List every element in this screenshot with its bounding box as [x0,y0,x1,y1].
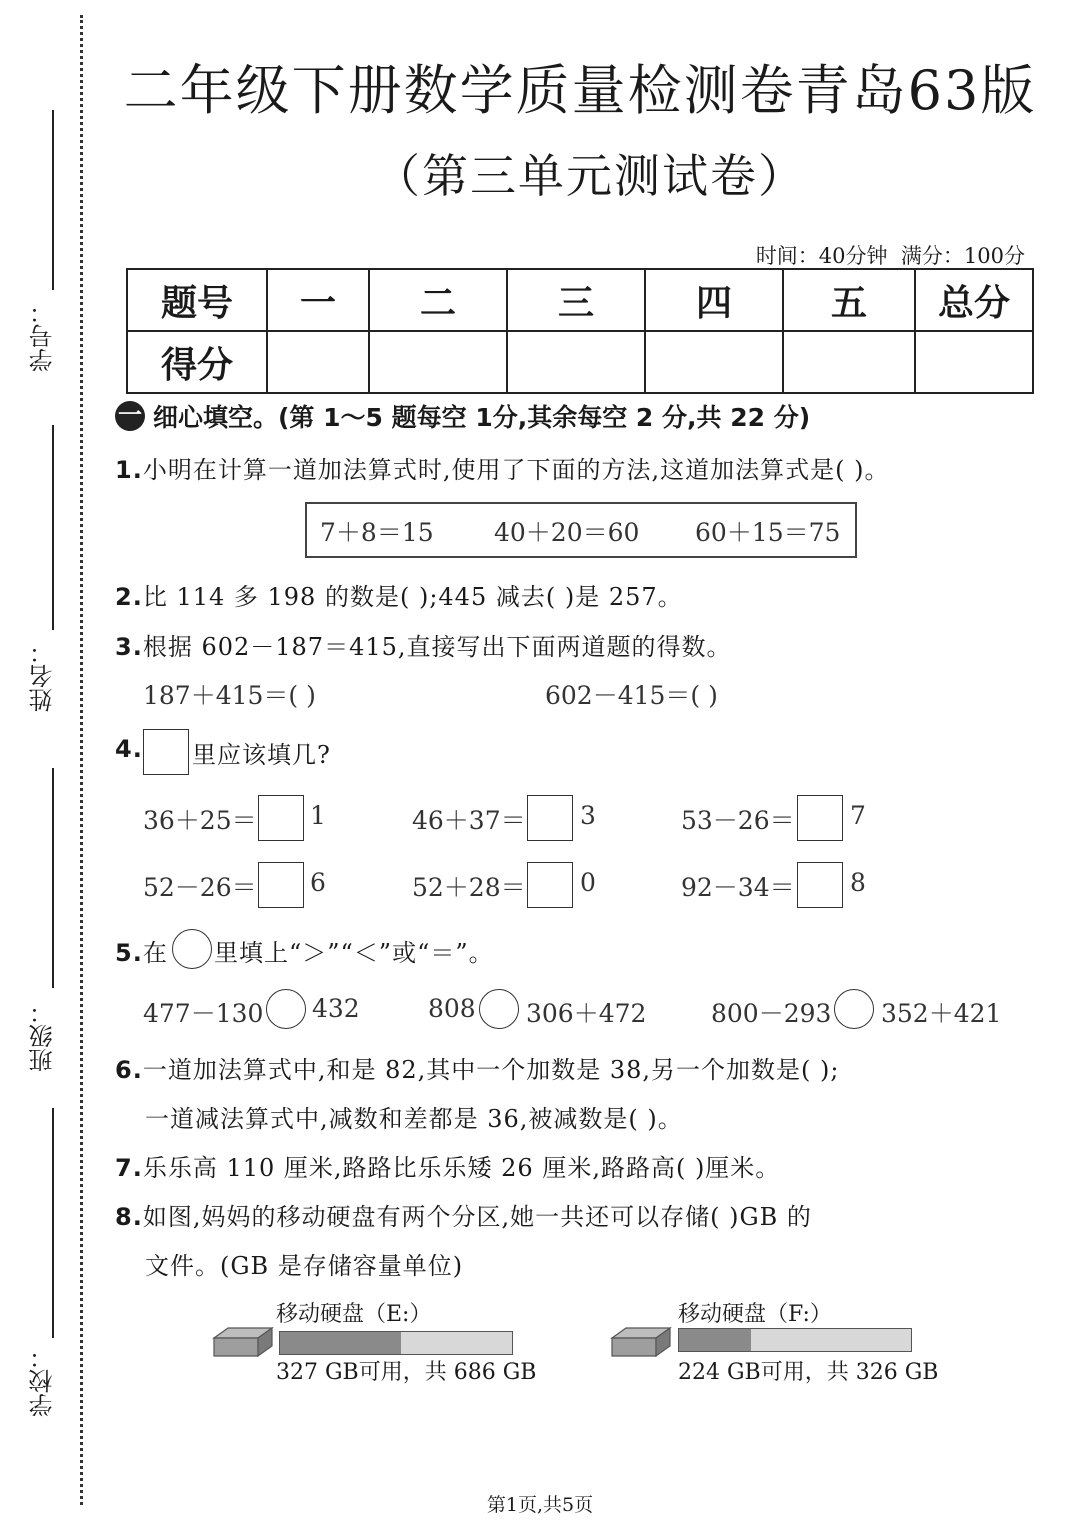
side-field-class[interactable] [52,768,54,988]
binding-dashed-line [80,15,83,1505]
question-6 [115,1050,840,1085]
question-text: 如图,妈妈的移动硬盘有两个分区,她一共还可以存储( )GB 的 [142,1203,812,1231]
q5-item-right: 432 [312,994,360,1023]
question-number: 4. [115,735,143,763]
score-table-header: 三 [507,269,645,331]
compare-circle[interactable] [834,989,874,1029]
q4-item-right: 1 [310,801,326,830]
question-number: 3. [115,633,143,661]
score-cell[interactable] [783,331,915,393]
question-number: 1. [115,456,143,484]
disk-e-used-fill [280,1332,401,1354]
q5-item-left: 800－293 [711,999,832,1028]
question-text: 小明在计算一道加法算式时,使用了下面的方法,这道加法算式是( )。 [142,456,890,484]
score-table-header: 题号 [127,269,267,331]
question-1 [115,450,889,485]
time-label: 时间：40分钟 [755,244,888,268]
answer-box[interactable] [527,795,573,841]
side-label-school: 学校： [29,1345,57,1417]
disk-e-info: 327 GB可用，共 686 GB [276,1360,537,1385]
side-field-school[interactable] [52,1108,54,1338]
q4-item-left: 46＋37＝ [412,806,526,835]
question-4-number [115,735,143,763]
compare-circle[interactable] [479,989,519,1029]
page-footer: 第1页,共5页 [486,1494,594,1516]
side-label-class: 班级： [29,1000,57,1072]
score-table-score-row [127,331,1033,393]
question-text: 根据 602－187＝415,直接写出下面两道题的得数。 [142,633,732,661]
q1-equation: 60＋15＝75 [695,518,841,547]
q4-item-right: 3 [580,801,596,830]
q4-item-left: 53－26＝ [681,806,795,835]
side-label-name: 姓名： [29,640,57,712]
disk-f-info: 224 GB可用，共 326 GB [678,1360,939,1385]
question-number: 8. [115,1203,143,1231]
section-title: 细心填空。(第 1～5 题每空 1分,其余每空 2 分,共 22 分) [153,403,811,432]
question-text: 一道加法算式中,和是 82,其中一个加数是 38,另一个加数是( ); [142,1056,840,1084]
exam-meta [756,240,1025,270]
q4-item-right: 8 [850,868,866,897]
disk-f-usage-bar [678,1328,912,1352]
score-table-header: 一 [267,269,369,331]
compare-circle[interactable] [266,989,306,1029]
side-label-student-id: 学号： [29,300,57,372]
q1-equation: 40＋20＝60 [494,518,640,547]
question-6-line2: 一道减法算式中,减数和差都是 36,被减数是( )。 [145,1105,683,1133]
score-table-header: 总分 [915,269,1033,331]
q3-equation-2: 602－415＝( ) [545,681,718,710]
sample-box [143,729,189,775]
disk-e-usage-bar [279,1331,513,1355]
score-row-label: 得分 [127,331,267,393]
question-text: 比 114 多 198 的数是( );445 减去( )是 257。 [142,583,683,611]
question-number: 2. [115,583,143,611]
question-2 [115,577,683,612]
score-label: 满分：100分 [900,244,1025,268]
disk-e-label: 移动硬盘（E:） [276,1302,432,1327]
question-8 [115,1197,812,1232]
question-text: 里填上“＞”“＜”或“＝”。 [214,939,494,967]
q3-equation-1: 187＋415＝( ) [143,681,316,710]
answer-box[interactable] [797,795,843,841]
score-table-header: 五 [783,269,915,331]
score-cell[interactable] [915,331,1033,393]
page-subtitle: （第三单元测试卷） [374,149,806,203]
q5-item-left: 477－130 [143,999,264,1028]
question-text: 乐乐高 110 厘米,路路比乐乐矮 26 厘米,路路高( )厘米。 [142,1154,781,1182]
answer-box[interactable] [258,862,304,908]
q4-item-left: 36＋25＝ [143,806,257,835]
score-cell[interactable] [369,331,507,393]
score-table-header: 四 [645,269,783,331]
q5-item-left: 808 [428,994,476,1023]
question-text-pre: 在 [142,939,168,967]
score-cell[interactable] [645,331,783,393]
question-number: 5. [115,939,143,967]
score-cell[interactable] [267,331,369,393]
sample-circle [172,929,212,969]
question-8-line2: 文件。(GB 是存储容量单位) [145,1252,464,1280]
q4-item-left: 52－26＝ [143,873,257,902]
disk-f-used-fill [679,1329,751,1351]
answer-box[interactable] [258,795,304,841]
question-5-lead [115,933,168,968]
q5-item-right: 306＋472 [526,999,647,1028]
q5-item-right: 352＋421 [881,999,1002,1028]
page-title: 二年级下册数学质量检测卷青岛63版 [123,59,1037,122]
q4-item-left: 52＋28＝ [412,873,526,902]
question-7 [115,1148,780,1183]
score-table [126,268,1034,394]
question-number: 7. [115,1154,143,1182]
disk-f-label: 移动硬盘（F:） [678,1302,832,1327]
section-number-badge: 一 [115,401,145,431]
q4-item-left: 92－34＝ [681,873,795,902]
side-field-name[interactable] [52,425,54,630]
question-number: 6. [115,1056,143,1084]
score-cell[interactable] [507,331,645,393]
side-field-student-id[interactable] [52,110,54,290]
question-3 [115,627,732,662]
hard-drive-icon [610,1324,672,1360]
answer-box[interactable] [527,862,573,908]
hard-drive-icon [212,1324,274,1360]
q1-equation: 7＋8＝15 [320,518,434,547]
q4-item-right: 0 [580,868,596,897]
question-text: 里应该填几? [192,741,331,769]
score-table-header-row [127,269,1033,331]
q4-item-right: 7 [850,801,866,830]
section-heading [115,398,810,434]
score-table-header: 二 [369,269,507,331]
answer-box[interactable] [797,862,843,908]
q4-item-right: 6 [310,868,326,897]
